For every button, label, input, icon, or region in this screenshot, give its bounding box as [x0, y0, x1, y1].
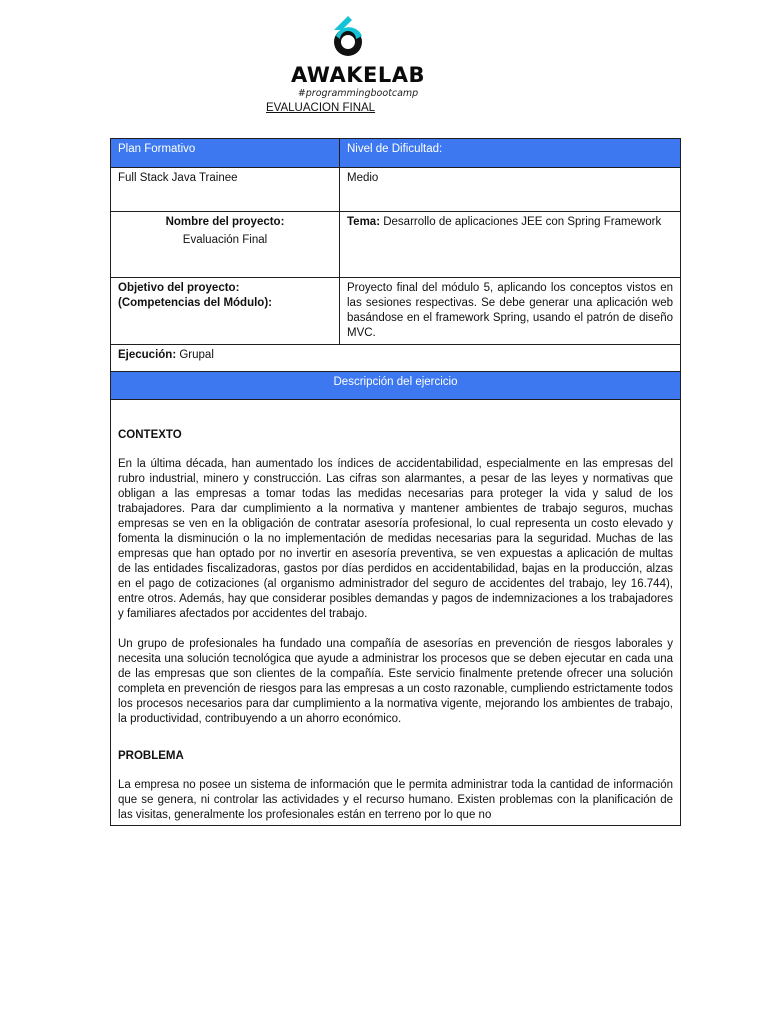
problem-paragraph-1: La empresa no posee un sistema de información que le permita administrar toda la cantidad de información que se genera, ni controlar las actividades y el recurso humano. Existen problemas con la planificación de las visitas, generalmente los profesionales están en terreno por lo que no: [118, 779, 673, 821]
topic-value: Desarrollo de aplicaciones JEE con Spring Framework: [380, 216, 662, 228]
nivel-dificultad-value: Medio: [340, 168, 681, 212]
objective-label-cell: [111, 278, 340, 345]
project-name-value: Evaluación Final: [182, 234, 268, 246]
context-paragraph-1: En la última década, han aumentado los índices de accidentabilidad, especialmente en las empresas del rubro industrial, minero y construcción. Las cifras son alarmantes, a pesar de las leyes y normativas que obligan a las empresas a tomar todas las medidas necesarias para proteger la vida y salud de los trabajadores. Para dar cumplimiento a la normativa y mantener ambientes de trabajo seguros, muchas empresas se ven en la obligación de contratar asesoría profesional, lo cual representa un costo elevado y fomenta la disminución o la no implementación de medidas necesarias para la seguridad. Muchas de las empresas que han optado por no invertir en asesoría preventiva, se ven expuestas a aplicación de multas de las entidades fiscalizadoras, gastos por días perdidos en accidentabilidad, bajas en la producción, alzas en el pago de cotizaciones (al organismo administrador del seguro de accidentes del trabajo, ley 16.744), entre otros. Además, hay que considerar posibles demandas y pagos de indemnizaciones a los trabajadores y familiares afectados por accidentes del trabajo.: [118, 458, 673, 620]
plan-formativo-value: Full Stack Java Trainee: [111, 168, 340, 212]
description-body: [111, 400, 681, 826]
project-name-label: Nombre del proyecto:: [165, 216, 285, 228]
logo-wordmark: AWAKELAB: [290, 63, 426, 87]
problem-heading: PROBLEMA: [118, 750, 184, 762]
execution-row: [111, 345, 681, 372]
project-name-row: [111, 212, 681, 278]
objective-label: Objetivo del proyecto:: [118, 282, 240, 294]
nivel-dificultad-header: Nivel de Dificultad:: [340, 139, 681, 168]
topic-label: Tema:: [347, 216, 381, 228]
plan-row: [111, 168, 681, 212]
document-title: EVALUACION FINAL: [266, 102, 376, 114]
objective-competencies-label: (Competencias del Módulo):: [118, 297, 272, 309]
execution-cell: [111, 345, 681, 372]
header-row: [111, 139, 681, 168]
logo-mark-icon: [328, 14, 368, 58]
awakelab-logo: [288, 14, 428, 98]
project-name-cell: [111, 212, 340, 278]
plan-formativo-header: Plan Formativo: [111, 139, 340, 168]
execution-value: Grupal: [176, 349, 214, 361]
description-header-row: [111, 372, 681, 400]
context-paragraph-2: Un grupo de profesionales ha fundado una compañía de asesorías en prevención de riesgos laborales y necesita una solución tecnológica que ayude a administrar los procesos que se deben ejecutar en cada una de las empresas que son clientes de la compañía. Este servicio finalmente pretende ofrecer una solución completa en prevención de riesgos para las empresas a un costo razonable, cumpliendo estrictamente todos los procesos necesarios para dar cumplimiento a la normativa vigente, mejorando los ambientes de trabajo, la productividad, contribuyendo a un ahorro económico.: [118, 638, 673, 725]
execution-label: Ejecución:: [118, 349, 177, 361]
description-row: [111, 400, 681, 826]
context-heading: CONTEXTO: [118, 429, 182, 441]
project-topic-cell: [340, 212, 681, 278]
description-header: Descripción del ejercicio: [111, 372, 681, 400]
objective-value: Proyecto final del módulo 5, aplicando los conceptos vistos en las sesiones respectivas. Se debe generar una aplicación web basándose en el framework Spring, usando el patrón de diseño MVC.: [340, 278, 681, 345]
evaluation-form-table: [110, 138, 681, 826]
objective-row: [111, 278, 681, 345]
logo-tagline: #programmingbootcamp: [297, 88, 419, 99]
